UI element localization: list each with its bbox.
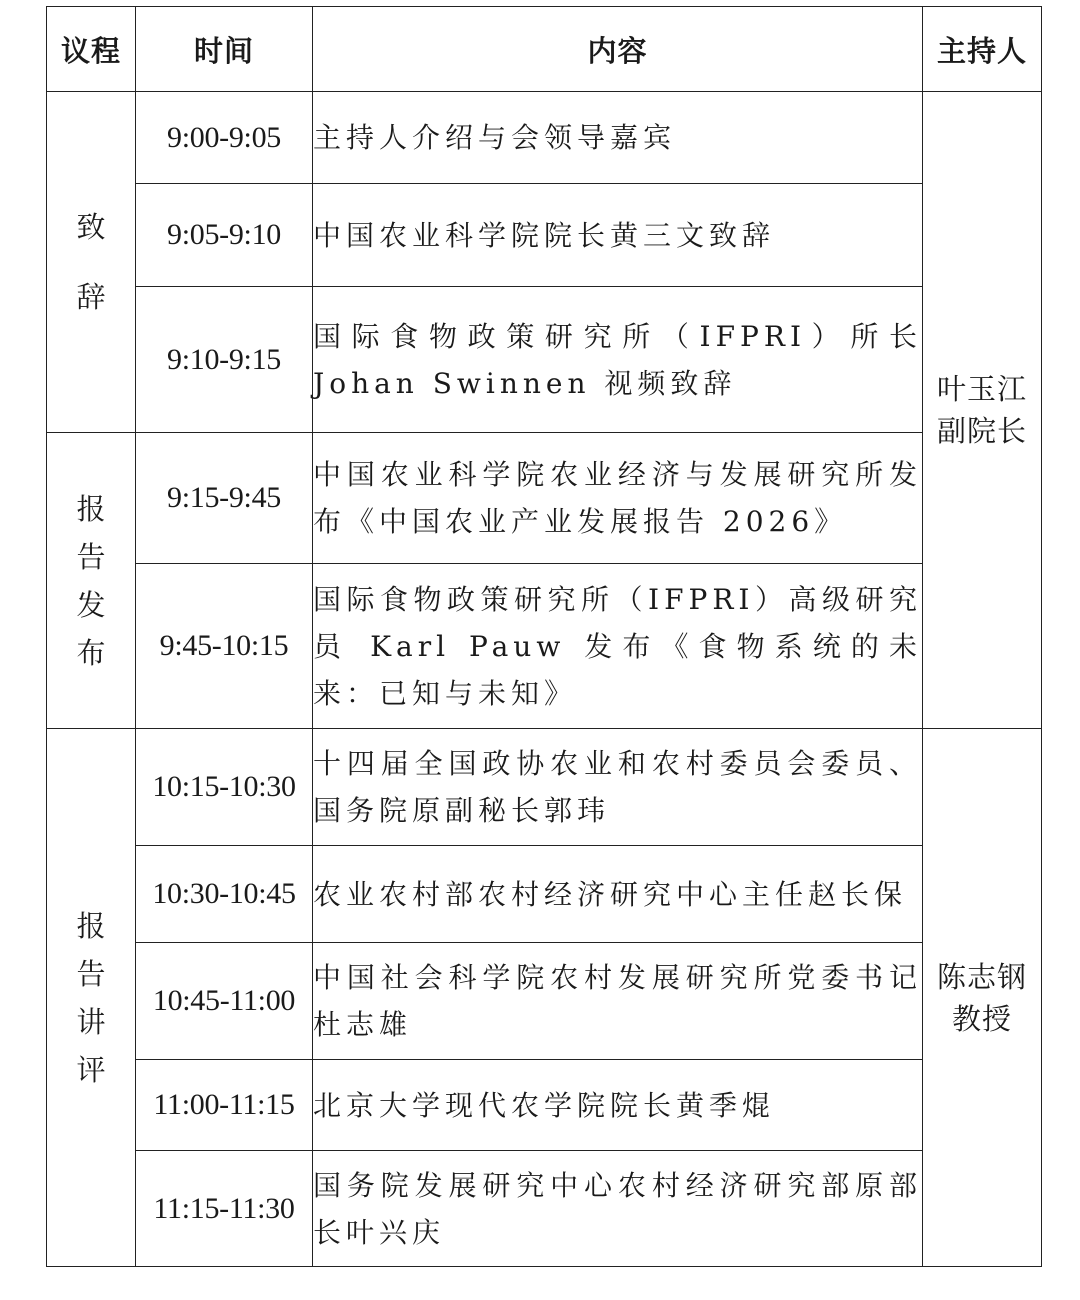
row-content: 国际食物政策研究所（IFPRI）所长 Johan Swinnen 视频致辞 [313,287,923,433]
row-time: 11:00-11:15 [136,1060,313,1151]
table-row [47,184,1042,287]
table-row [47,943,1042,1060]
row-content: 国务院发展研究中心农村经济研究部原部长叶兴庆 [313,1151,923,1267]
row-time: 10:30-10:45 [136,846,313,943]
row-time: 9:00-9:05 [136,92,313,184]
row-time: 9:15-9:45 [136,433,313,564]
row-content: 十四届全国政协农业和农村委员会委员、国务院原副秘长郭玮 [313,729,923,846]
header-host: 主持人 [923,7,1042,92]
table-row [47,1060,1042,1151]
row-time: 9:05-9:10 [136,184,313,287]
header-time: 时间 [136,7,313,92]
host-1: 叶玉江 副院长 [923,92,1042,729]
header-row [47,7,1042,92]
header-content: 内容 [313,7,923,92]
row-time: 10:15-10:30 [136,729,313,846]
section-opening-label: 致 辞 [76,210,106,314]
row-content: 主持人介绍与会领导嘉宾 [313,92,923,184]
row-time: 11:15-11:30 [136,1151,313,1267]
header-agenda: 议程 [47,7,136,92]
section-opening [47,92,136,433]
table-row [47,92,1042,184]
agenda-table [46,6,1042,1267]
table-row [47,846,1042,943]
section-report-release [47,433,136,729]
table-row [47,564,1042,729]
row-content: 中国农业科学院农业经济与发展研究所发布《中国农业产业发展报告 2026》 [313,433,923,564]
section-report-review [47,729,136,1267]
row-content: 北京大学现代农学院院长黄季焜 [313,1060,923,1151]
table-row [47,729,1042,846]
row-time: 9:45-10:15 [136,564,313,729]
section-report-release-label: 报 告 发 布 [76,491,106,670]
table-row [47,433,1042,564]
row-content: 国际食物政策研究所（IFPRI）高级研究员 Karl Pauw 发布《食物系统的未来：已知与未知》 [313,564,923,729]
row-time: 9:10-9:15 [136,287,313,433]
row-content: 中国农业科学院院长黄三文致辞 [313,184,923,287]
section-report-review-label: 报 告 讲 评 [76,908,106,1087]
table-row [47,1151,1042,1267]
row-content: 农业农村部农村经济研究中心主任赵长保 [313,846,923,943]
row-time: 10:45-11:00 [136,943,313,1060]
table-row [47,287,1042,433]
host-2: 陈志钢 教授 [923,729,1042,1267]
row-content: 中国社会科学院农村发展研究所党委书记杜志雄 [313,943,923,1060]
